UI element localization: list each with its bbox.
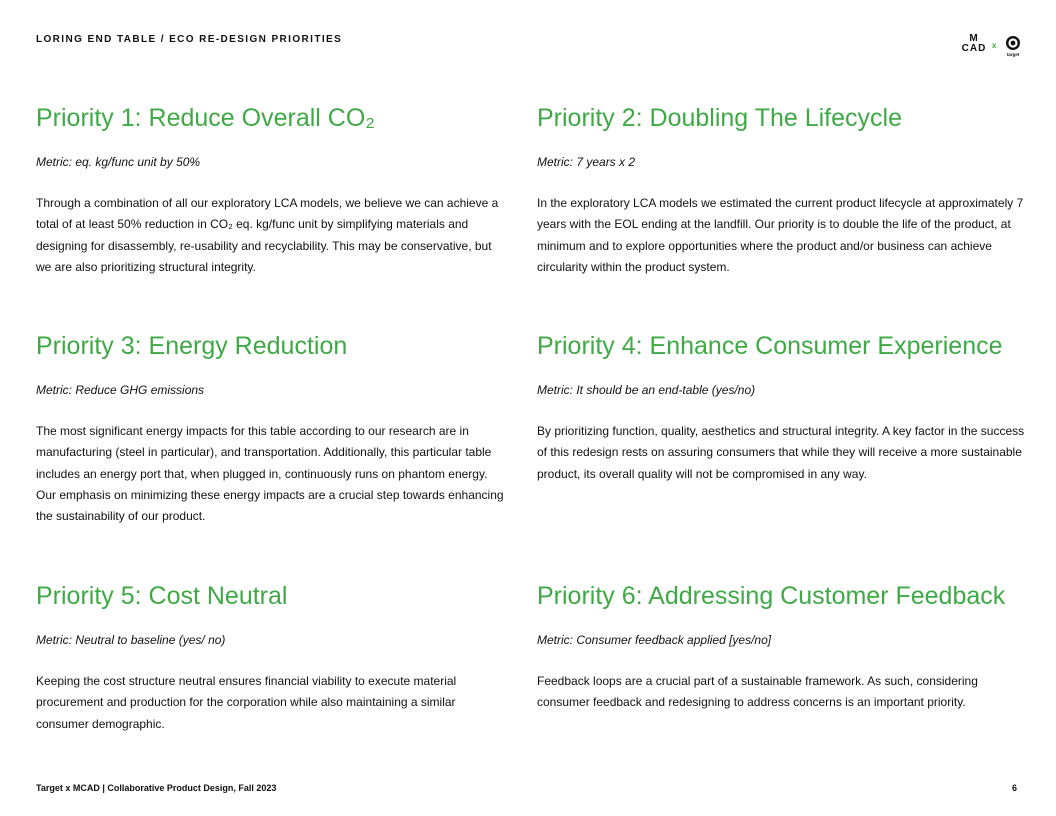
priority-body: In the exploratory LCA models we estimated the current product lifecycle at approximately 7 years with the EOL ending at the landfill. Our priority is to double the life of the product, at minimum and to explore opportunities where the product and/or business can achieve circularity within the product system. — [537, 196, 1024, 274]
page-number: 6 — [1012, 783, 1018, 793]
target-logo-text: target — [1006, 52, 1020, 57]
priority-metric: Metric: It should be an end-table (yes/no) — [537, 383, 756, 397]
mcad-logo — [960, 34, 988, 54]
priority-6 — [537, 581, 1027, 714]
logo-separator: x — [992, 41, 997, 50]
priority-title: Priority 6: Addressing Customer Feedback — [537, 582, 1006, 610]
priority-body: The most significant energy impacts for this table according to our research are in manufacturing (steel in particular), and transportation. Additionally, this particular table includes an energy port that, when plugged in, continuously runs on phantom energy. Our emphasis on minimizing these energy impacts are a crucial step towards enhancing the sustainability of our product. — [36, 424, 504, 524]
priority-title: Priority 3: Energy Reduction — [36, 332, 348, 360]
priority-title: Priority 1: Reduce Overall CO₂ — [36, 104, 375, 132]
priority-metric: Metric: Neutral to baseline (yes/ no) — [36, 633, 226, 647]
priority-body: By prioritizing function, quality, aesthetics and structural integrity. A key factor in the success of this redesign rests on assuring consumers that while they will receive a more sustainable product, its overall quality will not be compromised in any way. — [537, 424, 1025, 481]
priority-metric: Metric: eq. kg/func unit by 50% — [36, 155, 201, 169]
priority-1 — [36, 103, 506, 278]
priority-body: Through a combination of all our exploratory LCA models, we believe we can achieve a total of at least 50% reduction in CO₂ eq. kg/func unit by simplifying materials and designing for disassembly, re-usability and recyclability. This may be conservative, but we are also prioritizing structural integrity. — [36, 196, 499, 274]
priority-body: Keeping the cost structure neutral ensures financial viability to execute material procurement and production for the corporation while also maintaining a similar consumer demographic. — [36, 674, 457, 731]
priority-metric: Metric: Consumer feedback applied [yes/no] — [537, 633, 772, 647]
mcad-logo-bottom: CAD — [961, 43, 987, 54]
header-title: LORING END TABLE / ECO RE-DESIGN PRIORITIES — [36, 34, 343, 45]
priority-metric: Metric: Reduce GHG emissions — [36, 383, 205, 397]
target-logo-icon — [1004, 35, 1022, 57]
footer-credit: Target x MCAD | Collaborative Product Design, Fall 2023 — [36, 783, 277, 793]
priority-title: Priority 5: Cost Neutral — [36, 582, 288, 610]
priority-5 — [36, 581, 506, 735]
priority-2 — [537, 103, 1027, 278]
priority-3 — [36, 331, 506, 527]
partner-logos — [960, 34, 1024, 56]
priority-title: Priority 2: Doubling The Lifecycle — [537, 104, 902, 132]
mcad-logo-top: M — [969, 33, 979, 44]
priority-4 — [537, 331, 1027, 485]
priority-body: Feedback loops are a crucial part of a sustainable framework. As such, considering consumer feedback and redesigning to address concerns is an important priority. — [537, 674, 978, 710]
priority-title: Priority 4: Enhance Consumer Experience — [537, 332, 1003, 360]
priority-metric: Metric: 7 years x 2 — [537, 155, 636, 169]
